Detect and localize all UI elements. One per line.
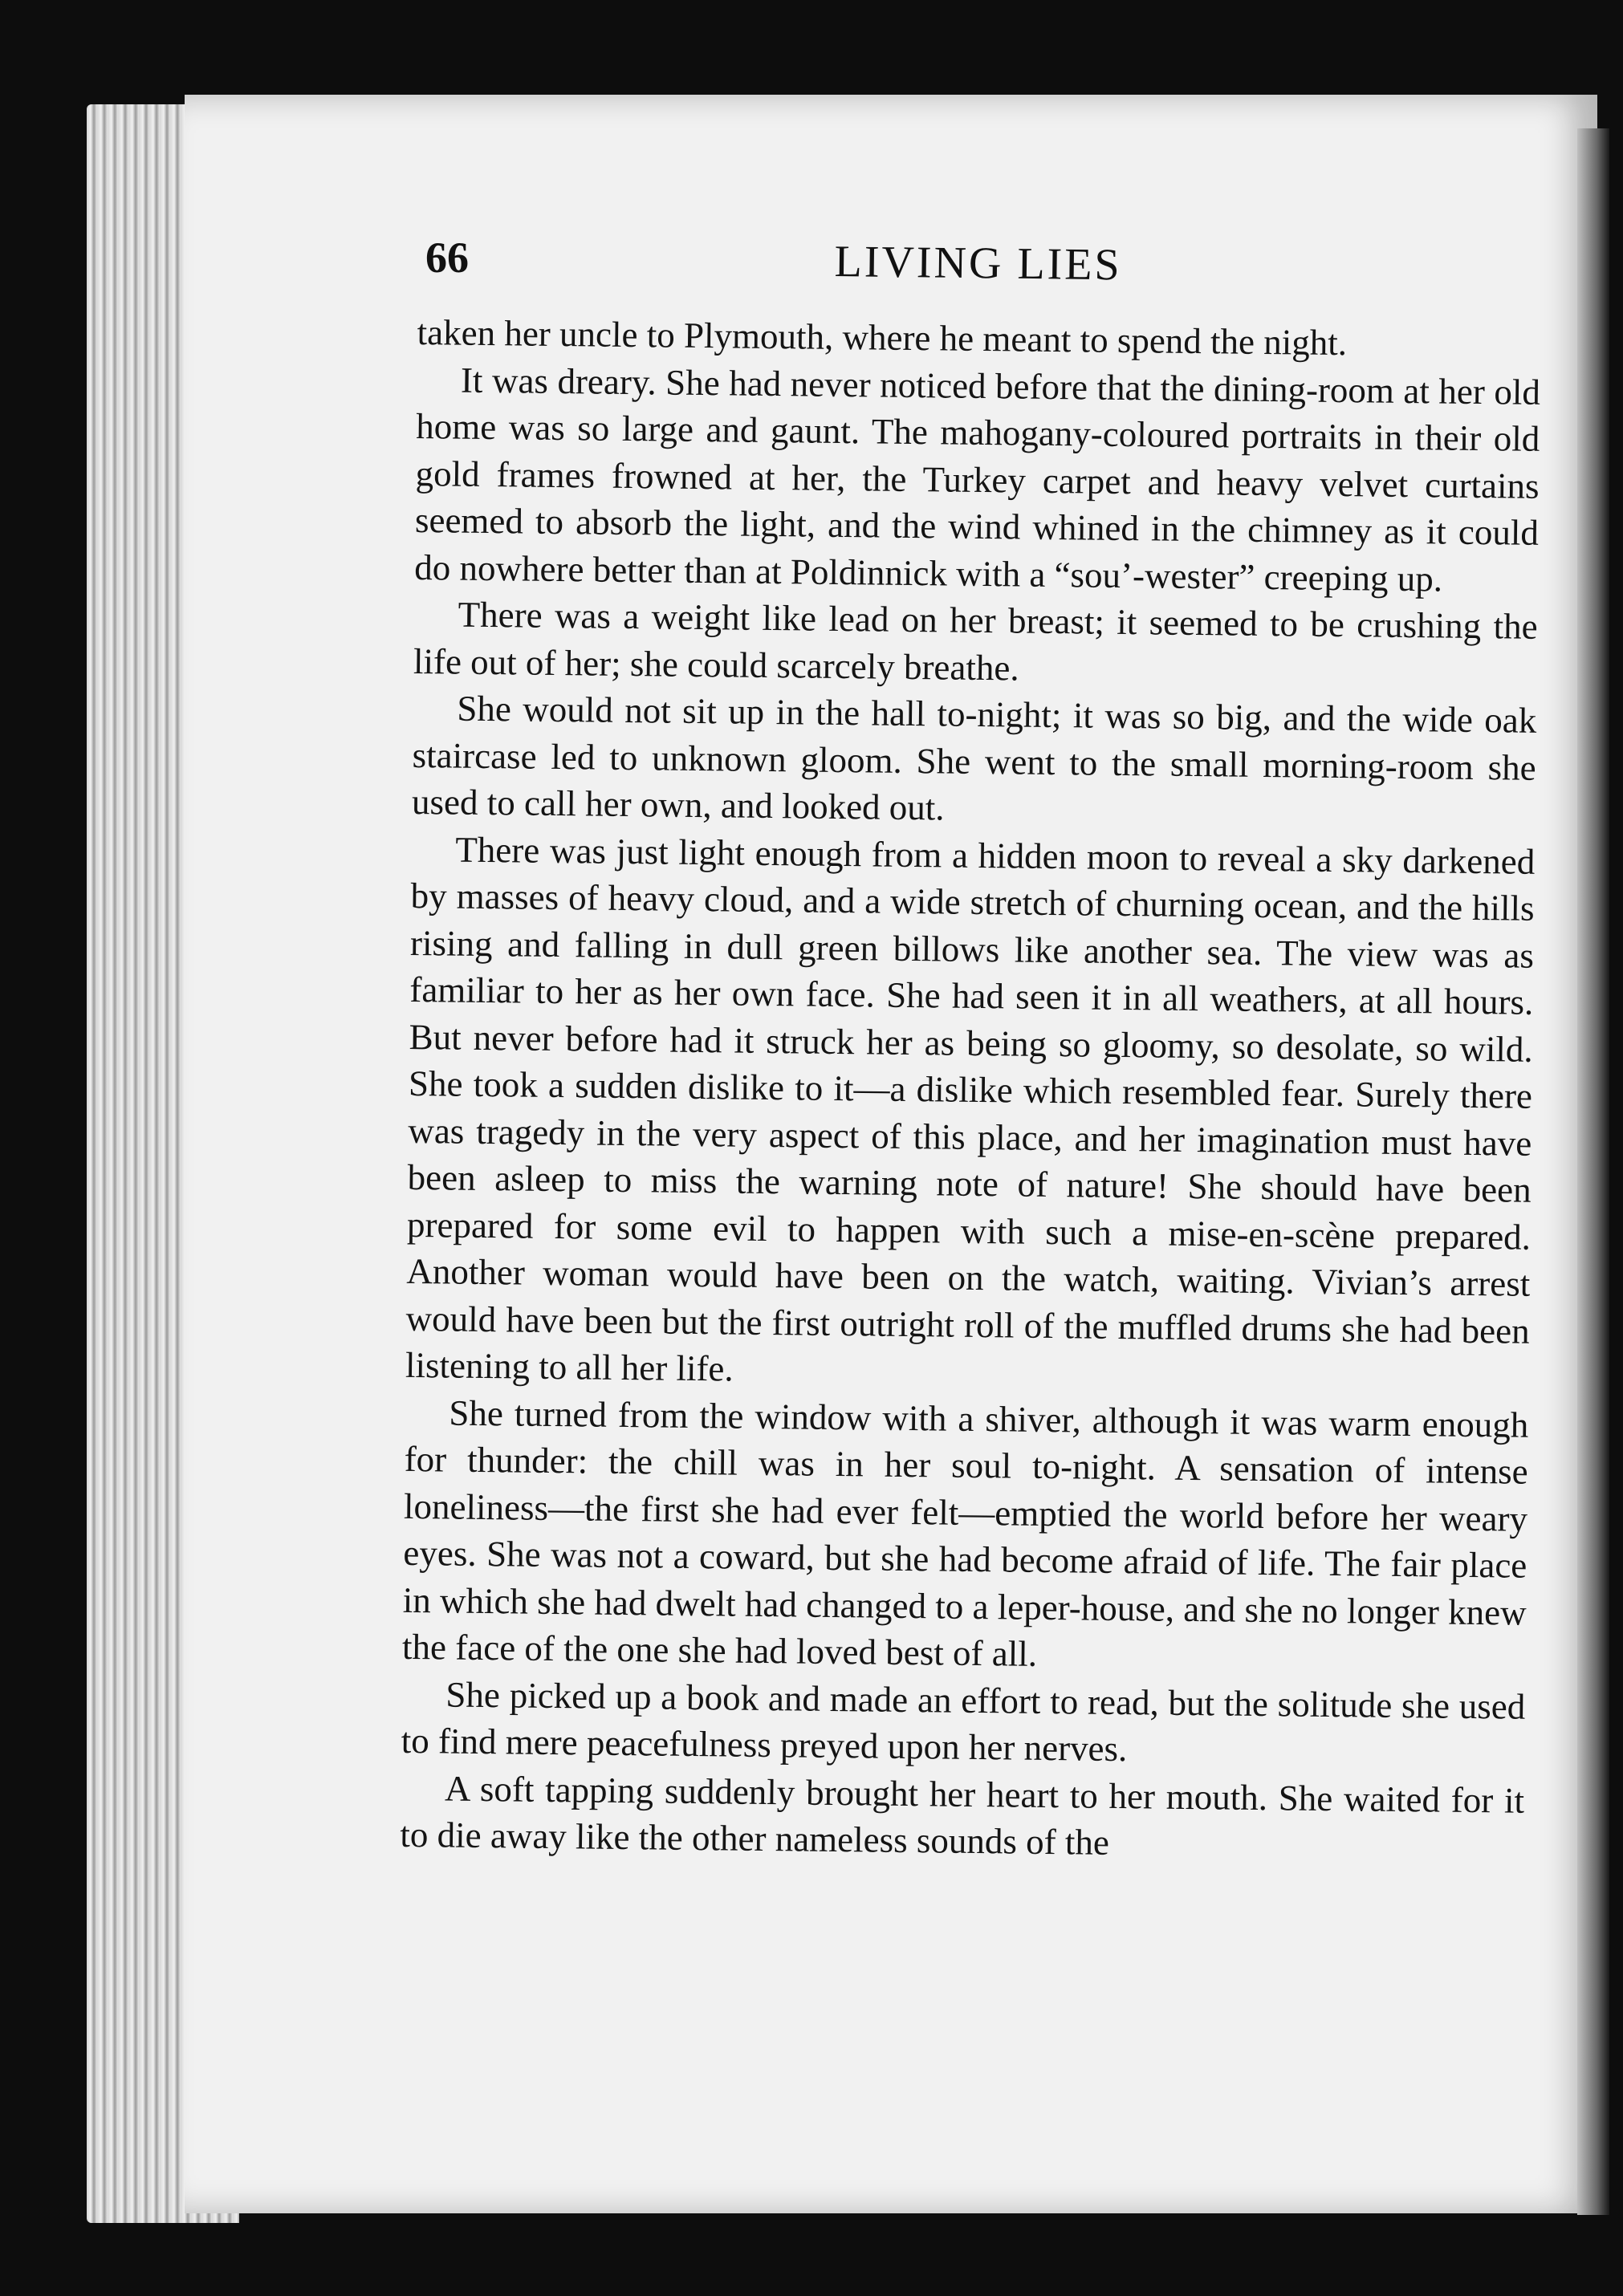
body-text bbox=[400, 309, 1541, 1871]
book-spine-shadow bbox=[1577, 128, 1609, 2215]
page-header bbox=[425, 233, 1549, 297]
paragraph: A soft tapping suddenly brought her heart to her mouth. She waited for it to die away like the other nameless sounds of the bbox=[400, 1768, 1525, 1863]
paragraph: She turned from the window with a shiver, although it was warm enough for thunder: the chill was in her soul to-night. A sensation of intense loneliness—the first she had ever felt—emptied the world before her weary eyes. She was not a coward, but she had become afraid of life. The fair place in which she had dwelt had changed to a leper-house, and she no longer knew the face of the one she had loved best of all. bbox=[401, 1392, 1529, 1674]
running-title: LIVING LIES bbox=[834, 236, 1123, 291]
paragraph: She picked up a book and made an effort to read, but the solitude she used to find mere peacefulness preyed upon her nerves. bbox=[401, 1674, 1526, 1770]
paragraph: She would not sit up in the hall to-night; it was so big, and the wide oak staircase led to unknown gloom. She went to the small morning-room she used to call her own, and looked out. bbox=[411, 688, 1537, 828]
paragraph: It was dreary. She had never noticed before that the dining-room at her old home was so large and gaunt. The mahogany-coloured portraits in their old gold frames frowned at her, the Turkey carpet and heavy velvet curtains seemed to absorb the light, and the wind whined in the chimney as it could do nowhere better than at Poldinnick with a “sou’-wester” creeping up. bbox=[414, 360, 1541, 599]
paragraph: taken her uncle to Plymouth, where he meant to spend the night. bbox=[417, 311, 1348, 364]
page-number: 66 bbox=[425, 234, 469, 282]
paragraph: There was a weight like lead on her breast; it seemed to be crushing the life out of her; she could scarcely breathe. bbox=[413, 594, 1538, 689]
paragraph: There was just light enough from a hidden moon to reveal a sky darkened by masses of heavy cloud, and a wide stretch of churning ocean, and the hills rising and falling in dull green billows like another sea. The view was as familiar to her as her own face. She had seen it in all weathers, at all hours. But never before had it struck her as being so gloomy, so desolate, so wild. She took a sudden dislike to it—a dislike which resembled fear. Surely there was tragedy in the very aspect of this place, and her imagination must have been asleep to miss the warning note of nature! She should have been prepared for some evil to happen with such a mise-en-scène prepared. Another woman would have been on the watch, waiting. Vivian’s arrest would have been but the first outright roll of the muffled drums she had been listening to all her life. bbox=[405, 829, 1536, 1389]
